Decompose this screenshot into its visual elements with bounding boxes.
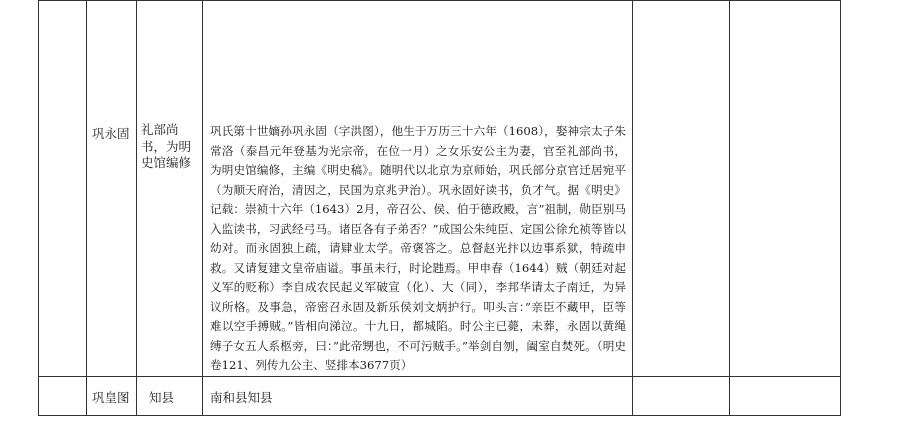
table-row xyxy=(39,376,841,415)
empty-cell xyxy=(633,376,730,415)
biography-cell xyxy=(203,376,633,415)
empty-cell xyxy=(39,376,87,415)
person-name: 巩皇图 xyxy=(92,389,130,405)
person-position: 礼部尚书，为明史馆编修 xyxy=(141,122,192,170)
person-biography: 南和县知县 xyxy=(210,389,273,405)
name-cell xyxy=(87,1,137,377)
table-row xyxy=(39,1,841,377)
empty-cell xyxy=(730,376,841,415)
genealogy-table xyxy=(38,0,841,416)
position-cell xyxy=(137,376,203,415)
person-name: 巩永固 xyxy=(92,126,130,141)
person-position: 知县 xyxy=(149,389,175,405)
empty-cell xyxy=(39,1,87,377)
empty-cell xyxy=(730,1,841,377)
biography-cell xyxy=(203,1,633,377)
name-cell xyxy=(87,376,137,415)
position-cell xyxy=(137,1,203,377)
empty-cell xyxy=(633,1,730,377)
person-biography: 巩氏第十世嫡孙巩永固（字洪图），他生于万历三十六年（1608），娶神宗太子朱常洛（泰昌元年登基为光宗帝，在位一月）之女乐安公主为妻，官至礼部尚书，为明史馆编修，主编《明史稿》。随明代以北京为京师始，巩氏部分京官迁居宛平（为顺天府治，清因之，民国为京兆尹治）。巩永固好读书，负才气。据《明史》记载：崇祯十六年（1643）2月，帝召公、侯、伯于德政殿，言”祖制，勋臣别马入监读书，习武经弓马。诸臣各有子弟否？”成国公朱纯臣、定国公徐允祯等皆以幼对。而永固独上疏，请肄业太学。帝褒答之。总督赵光抃以边事系狱，特疏申救。又请复建文皇帝庙谥。事虽未行，时论韪焉。甲申春（1644）贼（朝廷对起义军的贬称）李自成农民起义军破宣（化）、大（同），李邦华请太子南迁，为异议所格。及事急，帝密召永固及新乐侯刘文炳护行。叩头言：”亲臣不藏甲，臣等难以空手搏贼。”皆相向涕泣。十九日，都城陷。时公主已薨，未葬，永固以黄绳缚子女五人系柩旁，曰：”此帝甥也，不可污贼手。”举剑自刎，阖室自焚死。（明史卷121、列传九公主、竖排本3677页） xyxy=(210,124,626,372)
